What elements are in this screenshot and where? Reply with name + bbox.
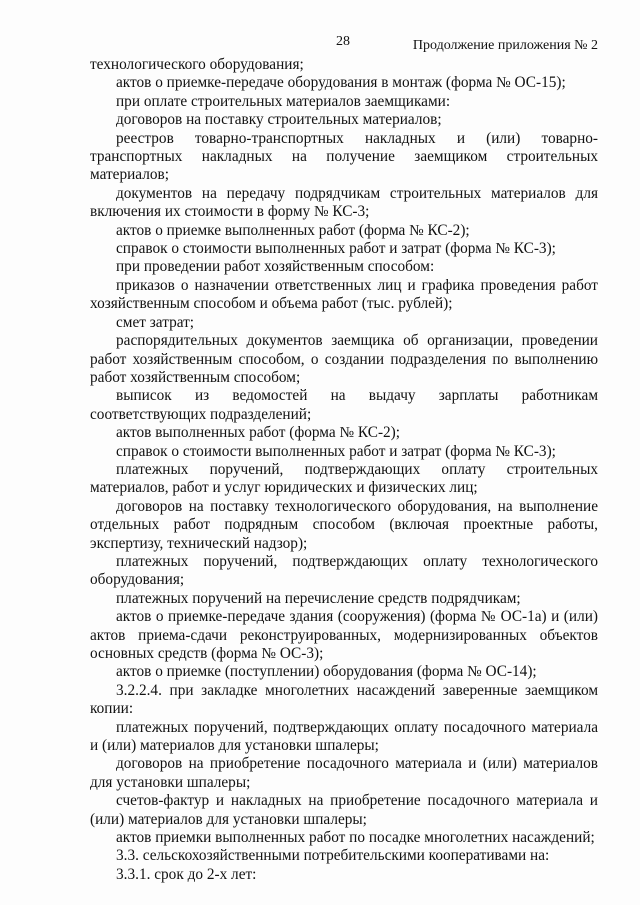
paragraph: приказов о назначении ответственных лиц и графика проведения работ хозяйственным способом и объема работ (тыс. рублей);: [90, 276, 598, 313]
paragraph: договоров на поставку технологического оборудования, на выполнение отдельных работ подрядным способом (включая проектные работы, экспертизу, технический надзор);: [90, 497, 598, 552]
paragraph: реестров товарно-транспортных накладных и (или) товарно-транспортных накладных на получение заемщиком строительных материалов;: [90, 129, 598, 184]
paragraph: актов приемки выполненных работ по посадке многолетних насаждений;: [116, 829, 595, 847]
running-header: Продолжение приложения № 2: [412, 38, 598, 53]
paragraph: документов на передачу подрядчикам строительных материалов для включения их стоимости в форму № КС-3;: [90, 184, 598, 221]
page-number: 28: [336, 34, 350, 49]
paragraph: 3.3. сельскохозяйственными потребительскими кооперативами на:: [116, 847, 550, 865]
paragraph: актов выполненных работ (форма № КС-2);: [116, 424, 401, 442]
paragraph: платежных поручений на перечисление средств подрядчикам;: [116, 589, 521, 607]
paragraph: актов о приемке выполненных работ (форма № КС-2);: [116, 221, 470, 239]
paragraph: смет затрат;: [116, 313, 195, 331]
paragraph: актов о приемке (поступлении) оборудования (форма № ОС-14);: [116, 663, 537, 681]
paragraph: актов о приемке-передаче здания (сооружения) (форма № ОС-1а) и (или) актов приема-сдачи реконструированных, модернизированных объектов основных средств (форма № ОС-3);: [90, 608, 598, 662]
document-body: [90, 56, 598, 884]
paragraph: справок о стоимости выполненных работ и затрат (форма № КС-3);: [116, 442, 556, 460]
paragraph: выписок из ведомостей на выдачу зарплаты работникам соответствующих подразделений;: [90, 387, 598, 423]
paragraph: платежных поручений, подтверждающих оплату технологического оборудования;: [90, 552, 598, 589]
paragraph: счетов-фактур и накладных на приобретение посадочного материала и (или) материалов для установки шпалеры;: [90, 792, 598, 828]
paragraph: договоров на поставку строительных материалов;: [116, 111, 442, 129]
paragraph: при оплате строительных материалов заемщиками:: [116, 92, 451, 110]
paragraph: справок о стоимости выполненных работ и затрат (форма № КС-3);: [116, 240, 556, 258]
paragraph: актов о приемке-передаче оборудования в монтаж (форма № ОС-15);: [116, 74, 566, 92]
paragraph: договоров на приобретение посадочного материала и (или) материалов для установки шпалеры;: [90, 755, 598, 791]
paragraph: 3.2.2.4. при закладке многолетних насаждений заверенные заемщиком копии:: [90, 681, 598, 718]
paragraph: при проведении работ хозяйственным способом:: [116, 258, 435, 276]
paragraph: платежных поручений, подтверждающих оплату строительных материалов, работ и услуг юридических и физических лиц;: [90, 460, 598, 497]
paragraph: платежных поручений, подтверждающих оплату посадочного материала и (или) материалов для установки шпалеры;: [90, 718, 598, 755]
paragraph: 3.3.1. срок до 2-х лет:: [116, 865, 257, 883]
paragraph: технологического оборудования;: [90, 56, 304, 73]
paragraph: распорядительных документов заемщика об организации, проведении работ хозяйственным способом, о создании подразделения по выполнению работ хозяйственным способом;: [90, 332, 598, 386]
